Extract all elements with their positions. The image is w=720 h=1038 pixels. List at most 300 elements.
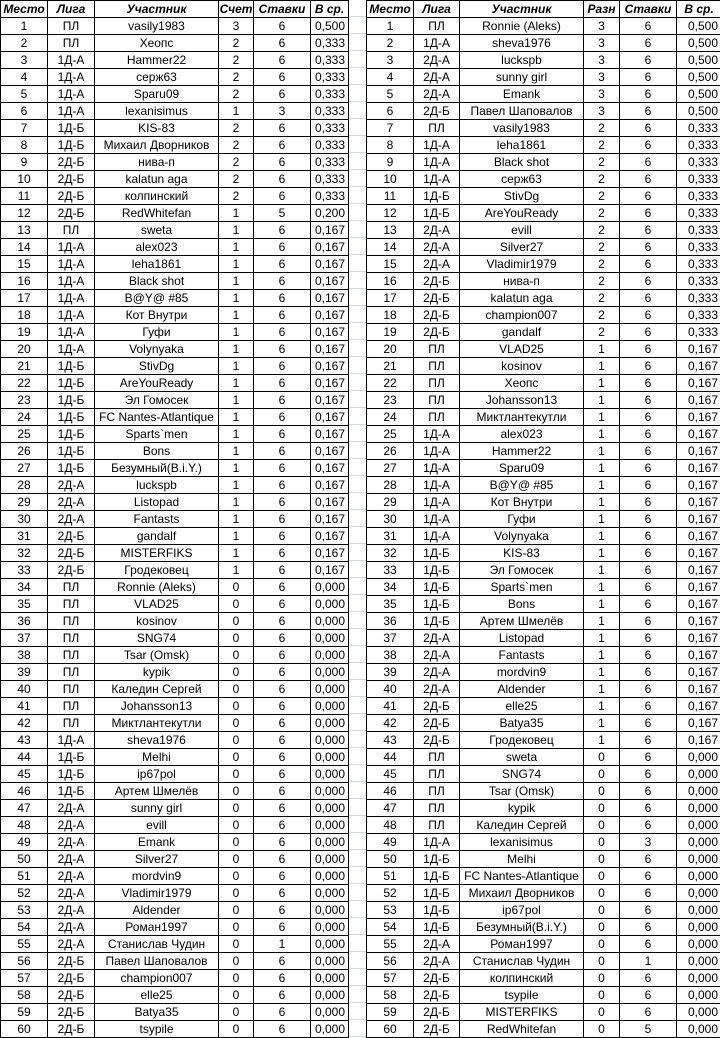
participant-cell[interactable]: MISTERFIKS (460, 1004, 584, 1021)
place-column-header[interactable]: Место (1, 1, 48, 18)
stakes-cell[interactable]: 6 (620, 154, 677, 171)
avg-cell[interactable]: 0,000 (311, 596, 349, 613)
score-cell[interactable]: 1 (219, 239, 254, 256)
stakes-cell[interactable]: 6 (254, 137, 311, 154)
participant-cell[interactable]: Гуфи (95, 324, 219, 341)
participant-cell[interactable]: sunny girl (95, 800, 219, 817)
stakes-cell[interactable]: 6 (620, 783, 677, 800)
stakes-cell[interactable]: 6 (254, 953, 311, 970)
participant-cell[interactable]: kypik (95, 664, 219, 681)
stakes-cell[interactable]: 6 (254, 460, 311, 477)
stakes-cell[interactable]: 6 (254, 647, 311, 664)
avg-cell[interactable]: 0,000 (311, 664, 349, 681)
participant-cell[interactable]: sweta (460, 749, 584, 766)
league-cell[interactable]: 1Д-Б (48, 409, 95, 426)
participant-cell[interactable]: Johansson13 (460, 392, 584, 409)
stakes-cell[interactable]: 6 (620, 579, 677, 596)
league-cell[interactable]: 1Д-Б (48, 358, 95, 375)
league-cell[interactable]: ПЛ (414, 749, 460, 766)
place-cell[interactable]: 10 (367, 171, 414, 188)
participant-cell[interactable]: Павел Шаповалов (460, 103, 584, 120)
stakes-cell[interactable]: 6 (620, 630, 677, 647)
avg-cell[interactable]: 0,167 (677, 579, 720, 596)
participant-cell[interactable]: Sparts`men (460, 579, 584, 596)
participant-cell[interactable]: elle25 (460, 698, 584, 715)
participant-cell[interactable]: Безумный(B.i.Y.) (460, 919, 584, 936)
avg-cell[interactable]: 0,167 (311, 443, 349, 460)
participant-cell[interactable]: sheva1976 (95, 732, 219, 749)
place-column-header[interactable]: Место (367, 1, 414, 18)
diff-cell[interactable]: 2 (584, 256, 620, 273)
league-cell[interactable]: 1Д-А (414, 477, 460, 494)
place-cell[interactable]: 56 (367, 953, 414, 970)
avg-cell[interactable]: 0,000 (311, 1004, 349, 1021)
place-cell[interactable]: 5 (1, 86, 48, 103)
score-cell[interactable]: 1 (219, 307, 254, 324)
stakes-cell[interactable]: 6 (254, 35, 311, 52)
avg-cell[interactable]: 0,333 (677, 205, 720, 222)
place-cell[interactable]: 55 (367, 936, 414, 953)
score-cell[interactable]: 0 (219, 936, 254, 953)
league-cell[interactable]: ПЛ (48, 222, 95, 239)
place-cell[interactable]: 51 (367, 868, 414, 885)
league-cell[interactable]: 1Д-Б (48, 783, 95, 800)
avg-cell[interactable]: 0,167 (677, 511, 720, 528)
place-cell[interactable]: 5 (367, 86, 414, 103)
league-cell[interactable]: 2Д-А (414, 953, 460, 970)
diff-cell[interactable]: 2 (584, 307, 620, 324)
league-cell[interactable]: 2Д-Б (414, 103, 460, 120)
diff-cell[interactable]: 2 (584, 205, 620, 222)
participant-cell[interactable]: Каледин Сергей (95, 681, 219, 698)
avg-cell[interactable]: 0,167 (311, 307, 349, 324)
participant-cell[interactable]: Black shot (460, 154, 584, 171)
avg-cell[interactable]: 0,000 (311, 579, 349, 596)
league-cell[interactable]: 1Д-Б (48, 392, 95, 409)
place-cell[interactable]: 52 (367, 885, 414, 902)
participant-cell[interactable]: mordvin9 (460, 664, 584, 681)
diff-cell[interactable]: 0 (584, 851, 620, 868)
place-cell[interactable]: 50 (1, 851, 48, 868)
place-cell[interactable]: 3 (367, 52, 414, 69)
participant-cell[interactable]: alex023 (95, 239, 219, 256)
avg-cell[interactable]: 0,200 (311, 205, 349, 222)
participant-cell[interactable]: Tsar (Omsk) (460, 783, 584, 800)
avg-column-header[interactable]: В ср. (677, 1, 720, 18)
diff-cell[interactable]: 2 (584, 171, 620, 188)
avg-cell[interactable]: 0,333 (677, 171, 720, 188)
avg-cell[interactable]: 0,000 (677, 749, 720, 766)
score-cell[interactable]: 0 (219, 851, 254, 868)
avg-cell[interactable]: 0,167 (311, 324, 349, 341)
stakes-cell[interactable]: 6 (254, 783, 311, 800)
avg-cell[interactable]: 0,167 (677, 341, 720, 358)
stakes-cell[interactable]: 5 (620, 1021, 677, 1038)
avg-cell[interactable]: 0,000 (677, 1004, 720, 1021)
avg-cell[interactable]: 0,000 (311, 766, 349, 783)
participant-cell[interactable]: нива-п (460, 273, 584, 290)
avg-cell[interactable]: 0,000 (677, 766, 720, 783)
stakes-cell[interactable]: 6 (620, 732, 677, 749)
league-cell[interactable]: 2Д-А (48, 800, 95, 817)
stakes-cell[interactable]: 1 (254, 936, 311, 953)
participant-cell[interactable]: Станислав Чудин (95, 936, 219, 953)
avg-cell[interactable]: 0,167 (311, 375, 349, 392)
diff-cell[interactable]: 0 (584, 953, 620, 970)
stakes-cell[interactable]: 6 (620, 205, 677, 222)
stakes-cell[interactable]: 6 (620, 375, 677, 392)
league-cell[interactable]: ПЛ (414, 358, 460, 375)
avg-cell[interactable]: 0,333 (311, 69, 349, 86)
avg-cell[interactable]: 0,167 (677, 375, 720, 392)
score-cell[interactable]: 0 (219, 817, 254, 834)
avg-cell[interactable]: 0,000 (677, 953, 720, 970)
score-cell[interactable]: 0 (219, 766, 254, 783)
place-cell[interactable]: 9 (367, 154, 414, 171)
league-cell[interactable]: 2Д-А (48, 919, 95, 936)
league-cell[interactable]: ПЛ (414, 409, 460, 426)
participant-cell[interactable]: SNG74 (460, 766, 584, 783)
score-cell[interactable]: 0 (219, 868, 254, 885)
stakes-cell[interactable]: 6 (620, 35, 677, 52)
stakes-cell[interactable]: 6 (620, 18, 677, 35)
avg-cell[interactable]: 0,333 (311, 86, 349, 103)
place-cell[interactable]: 42 (1, 715, 48, 732)
participant-cell[interactable]: Хеопс (460, 375, 584, 392)
diff-cell[interactable]: 1 (584, 647, 620, 664)
stakes-cell[interactable]: 6 (620, 256, 677, 273)
participant-cell[interactable]: KIS-83 (95, 120, 219, 137)
place-cell[interactable]: 43 (367, 732, 414, 749)
avg-cell[interactable]: 0,500 (677, 103, 720, 120)
place-cell[interactable]: 25 (367, 426, 414, 443)
stakes-cell[interactable]: 3 (620, 834, 677, 851)
place-cell[interactable]: 28 (1, 477, 48, 494)
diff-cell[interactable]: 1 (584, 494, 620, 511)
stakes-cell[interactable]: 6 (620, 69, 677, 86)
league-cell[interactable]: 1Д-Б (48, 375, 95, 392)
score-cell[interactable]: 1 (219, 103, 254, 120)
stakes-cell[interactable]: 6 (254, 919, 311, 936)
score-cell[interactable]: 1 (219, 460, 254, 477)
avg-cell[interactable]: 0,500 (311, 18, 349, 35)
avg-cell[interactable]: 0,167 (311, 392, 349, 409)
place-cell[interactable]: 57 (1, 970, 48, 987)
league-cell[interactable]: 2Д-А (48, 868, 95, 885)
diff-cell[interactable]: 3 (584, 86, 620, 103)
league-cell[interactable]: 2Д-А (414, 256, 460, 273)
participant-cell[interactable]: Кот Внутри (460, 494, 584, 511)
stakes-cell[interactable]: 6 (620, 222, 677, 239)
participant-cell[interactable]: Hammer22 (95, 52, 219, 69)
diff-cell[interactable]: 0 (584, 1004, 620, 1021)
place-cell[interactable]: 27 (367, 460, 414, 477)
league-cell[interactable]: 1Д-Б (414, 188, 460, 205)
diff-cell[interactable]: 0 (584, 919, 620, 936)
avg-cell[interactable]: 0,000 (311, 698, 349, 715)
participant-cell[interactable]: alex023 (460, 426, 584, 443)
diff-cell[interactable]: 2 (584, 290, 620, 307)
league-cell[interactable]: 1Д-Б (414, 545, 460, 562)
stakes-cell[interactable]: 6 (254, 324, 311, 341)
league-cell[interactable]: ПЛ (414, 817, 460, 834)
participant-cell[interactable]: AreYouReady (95, 375, 219, 392)
league-cell[interactable]: ПЛ (414, 766, 460, 783)
participant-column-header[interactable]: Участник (460, 1, 584, 18)
score-cell[interactable]: 0 (219, 613, 254, 630)
stakes-cell[interactable]: 6 (254, 154, 311, 171)
participant-cell[interactable]: Silver27 (460, 239, 584, 256)
avg-cell[interactable]: 0,000 (311, 953, 349, 970)
place-cell[interactable]: 6 (367, 103, 414, 120)
stakes-cell[interactable]: 6 (254, 987, 311, 1004)
avg-cell[interactable]: 0,000 (677, 1021, 720, 1038)
score-cell[interactable]: 1 (219, 290, 254, 307)
avg-cell[interactable]: 0,000 (311, 851, 349, 868)
place-cell[interactable]: 38 (1, 647, 48, 664)
participant-cell[interactable]: Batya35 (95, 1004, 219, 1021)
stakes-cell[interactable]: 6 (620, 851, 677, 868)
avg-cell[interactable]: 0,000 (311, 749, 349, 766)
avg-cell[interactable]: 0,167 (677, 613, 720, 630)
stakes-cell[interactable]: 6 (620, 188, 677, 205)
participant-cell[interactable]: vasily1983 (95, 18, 219, 35)
avg-cell[interactable]: 0,333 (677, 137, 720, 154)
stakes-cell[interactable]: 6 (254, 409, 311, 426)
stakes-cell[interactable]: 6 (620, 596, 677, 613)
diff-cell[interactable]: 1 (584, 715, 620, 732)
avg-cell[interactable]: 0,000 (311, 834, 349, 851)
league-cell[interactable]: 2Д-А (48, 902, 95, 919)
participant-cell[interactable]: Ronnie (Aleks) (460, 18, 584, 35)
stakes-cell[interactable]: 6 (620, 970, 677, 987)
league-cell[interactable]: 2Д-Б (48, 562, 95, 579)
stakes-cell[interactable]: 6 (254, 800, 311, 817)
stakes-cell[interactable]: 6 (254, 817, 311, 834)
avg-cell[interactable]: 0,167 (311, 494, 349, 511)
stakes-cell[interactable]: 6 (620, 902, 677, 919)
participant-cell[interactable]: Sparu09 (95, 86, 219, 103)
league-cell[interactable]: 1Д-А (48, 239, 95, 256)
league-cell[interactable]: ПЛ (48, 647, 95, 664)
score-cell[interactable]: 0 (219, 885, 254, 902)
score-cell[interactable]: 2 (219, 137, 254, 154)
league-cell[interactable]: 2Д-А (414, 222, 460, 239)
league-cell[interactable]: 2Д-А (48, 885, 95, 902)
score-cell[interactable]: 1 (219, 409, 254, 426)
stakes-cell[interactable]: 6 (254, 426, 311, 443)
place-cell[interactable]: 56 (1, 953, 48, 970)
league-cell[interactable]: ПЛ (48, 596, 95, 613)
place-cell[interactable]: 45 (1, 766, 48, 783)
place-cell[interactable]: 18 (1, 307, 48, 324)
league-cell[interactable]: ПЛ (48, 698, 95, 715)
league-cell[interactable]: 2Д-Б (414, 715, 460, 732)
diff-cell[interactable]: 1 (584, 698, 620, 715)
avg-cell[interactable]: 0,000 (311, 715, 349, 732)
participant-cell[interactable]: Гродековец (460, 732, 584, 749)
league-cell[interactable]: ПЛ (48, 681, 95, 698)
avg-cell[interactable]: 0,167 (311, 290, 349, 307)
league-cell[interactable]: 2Д-Б (414, 970, 460, 987)
place-cell[interactable]: 29 (1, 494, 48, 511)
league-cell[interactable]: 1Д-Б (414, 562, 460, 579)
stakes-cell[interactable]: 6 (254, 732, 311, 749)
avg-cell[interactable]: 0,333 (677, 188, 720, 205)
league-cell[interactable]: 1Д-А (414, 511, 460, 528)
league-cell[interactable]: 2Д-Б (48, 154, 95, 171)
diff-cell[interactable]: 1 (584, 477, 620, 494)
place-cell[interactable]: 22 (367, 375, 414, 392)
score-cell[interactable]: 0 (219, 1021, 254, 1038)
league-cell[interactable]: ПЛ (414, 392, 460, 409)
diff-cell[interactable]: 2 (584, 120, 620, 137)
stakes-cell[interactable]: 6 (620, 885, 677, 902)
diff-cell[interactable]: 1 (584, 732, 620, 749)
place-cell[interactable]: 27 (1, 460, 48, 477)
place-cell[interactable]: 58 (1, 987, 48, 1004)
score-cell[interactable]: 0 (219, 902, 254, 919)
place-cell[interactable]: 30 (367, 511, 414, 528)
league-cell[interactable]: 2Д-А (414, 239, 460, 256)
participant-cell[interactable]: sheva1976 (460, 35, 584, 52)
place-cell[interactable]: 48 (1, 817, 48, 834)
diff-cell[interactable]: 1 (584, 562, 620, 579)
avg-cell[interactable]: 0,000 (311, 681, 349, 698)
league-cell[interactable]: 1Д-Б (414, 851, 460, 868)
league-cell[interactable]: 2Д-А (48, 817, 95, 834)
avg-cell[interactable]: 0,000 (311, 630, 349, 647)
participant-cell[interactable]: B@Y@ #85 (95, 290, 219, 307)
avg-cell[interactable]: 0,167 (311, 256, 349, 273)
avg-cell[interactable]: 0,000 (311, 817, 349, 834)
league-cell[interactable]: ПЛ (48, 664, 95, 681)
stakes-cell[interactable]: 6 (254, 494, 311, 511)
league-cell[interactable]: 1Д-А (48, 324, 95, 341)
place-cell[interactable]: 40 (367, 681, 414, 698)
participant-cell[interactable]: kalatun aga (95, 171, 219, 188)
avg-cell[interactable]: 0,000 (311, 868, 349, 885)
league-cell[interactable]: 1Д-А (48, 69, 95, 86)
stakes-cell[interactable]: 6 (620, 868, 677, 885)
score-cell[interactable]: 0 (219, 953, 254, 970)
diff-cell[interactable]: 1 (584, 375, 620, 392)
place-cell[interactable]: 38 (367, 647, 414, 664)
avg-cell[interactable]: 0,000 (311, 987, 349, 1004)
participant-cell[interactable]: Listopad (95, 494, 219, 511)
place-cell[interactable]: 21 (1, 358, 48, 375)
stakes-cell[interactable]: 6 (254, 18, 311, 35)
league-cell[interactable]: 1Д-А (48, 307, 95, 324)
avg-cell[interactable]: 0,167 (677, 358, 720, 375)
league-cell[interactable]: 2Д-Б (48, 205, 95, 222)
score-cell[interactable]: 1 (219, 205, 254, 222)
stakes-cell[interactable]: 6 (254, 256, 311, 273)
participant-cell[interactable]: Гуфи (460, 511, 584, 528)
place-cell[interactable]: 19 (1, 324, 48, 341)
stakes-cell[interactable]: 6 (254, 698, 311, 715)
avg-cell[interactable]: 0,167 (311, 222, 349, 239)
stakes-cell[interactable]: 6 (254, 613, 311, 630)
league-cell[interactable]: 2Д-Б (414, 1021, 460, 1038)
stakes-cell[interactable]: 6 (620, 817, 677, 834)
score-cell[interactable]: 1 (219, 341, 254, 358)
avg-cell[interactable]: 0,333 (311, 154, 349, 171)
place-cell[interactable]: 17 (1, 290, 48, 307)
place-cell[interactable]: 13 (367, 222, 414, 239)
stakes-cell[interactable]: 6 (254, 188, 311, 205)
participant-cell[interactable]: gandalf (95, 528, 219, 545)
participant-cell[interactable]: Listopad (460, 630, 584, 647)
participant-cell[interactable]: evill (95, 817, 219, 834)
place-cell[interactable]: 41 (1, 698, 48, 715)
stakes-cell[interactable]: 6 (620, 324, 677, 341)
place-cell[interactable]: 36 (367, 613, 414, 630)
diff-cell[interactable]: 2 (584, 188, 620, 205)
place-cell[interactable]: 1 (367, 18, 414, 35)
stakes-cell[interactable]: 6 (620, 647, 677, 664)
participant-cell[interactable]: Johansson13 (95, 698, 219, 715)
participant-cell[interactable]: kosinov (460, 358, 584, 375)
league-cell[interactable]: 2Д-Б (48, 970, 95, 987)
participant-cell[interactable]: Batya35 (460, 715, 584, 732)
avg-cell[interactable]: 0,000 (311, 800, 349, 817)
participant-cell[interactable]: luckspb (460, 52, 584, 69)
place-cell[interactable]: 59 (1, 1004, 48, 1021)
score-cell[interactable]: 0 (219, 715, 254, 732)
place-cell[interactable]: 15 (1, 256, 48, 273)
participant-column-header[interactable]: Участник (95, 1, 219, 18)
league-cell[interactable]: ПЛ (48, 613, 95, 630)
league-cell[interactable]: 1Д-А (48, 103, 95, 120)
place-cell[interactable]: 53 (367, 902, 414, 919)
place-cell[interactable]: 13 (1, 222, 48, 239)
place-cell[interactable]: 58 (367, 987, 414, 1004)
diff-cell[interactable]: 2 (584, 137, 620, 154)
stakes-cell[interactable]: 6 (254, 596, 311, 613)
diff-cell[interactable]: 2 (584, 222, 620, 239)
avg-cell[interactable]: 0,333 (311, 103, 349, 120)
league-column-header[interactable]: Лига (414, 1, 460, 18)
avg-cell[interactable]: 0,000 (311, 732, 349, 749)
score-cell[interactable]: 0 (219, 579, 254, 596)
league-cell[interactable]: ПЛ (414, 783, 460, 800)
avg-cell[interactable]: 0,167 (311, 477, 349, 494)
diff-cell[interactable]: 0 (584, 868, 620, 885)
stakes-cell[interactable]: 6 (254, 868, 311, 885)
score-cell[interactable]: 0 (219, 664, 254, 681)
league-cell[interactable]: 2Д-Б (48, 1021, 95, 1038)
score-cell[interactable]: 2 (219, 69, 254, 86)
avg-cell[interactable]: 0,000 (311, 970, 349, 987)
diff-cell[interactable]: 2 (584, 154, 620, 171)
league-cell[interactable]: 1Д-А (48, 273, 95, 290)
place-cell[interactable]: 32 (1, 545, 48, 562)
score-cell[interactable]: 1 (219, 494, 254, 511)
stakes-cell[interactable]: 6 (620, 987, 677, 1004)
league-cell[interactable]: 1Д-А (414, 35, 460, 52)
stakes-cell[interactable]: 6 (620, 273, 677, 290)
participant-cell[interactable]: elle25 (95, 987, 219, 1004)
avg-cell[interactable]: 0,000 (677, 868, 720, 885)
league-cell[interactable]: ПЛ (414, 341, 460, 358)
diff-cell[interactable]: 1 (584, 630, 620, 647)
score-cell[interactable]: 2 (219, 171, 254, 188)
avg-cell[interactable]: 0,167 (311, 545, 349, 562)
stakes-cell[interactable]: 6 (254, 1021, 311, 1038)
diff-cell[interactable]: 0 (584, 1021, 620, 1038)
participant-cell[interactable]: StivDg (460, 188, 584, 205)
